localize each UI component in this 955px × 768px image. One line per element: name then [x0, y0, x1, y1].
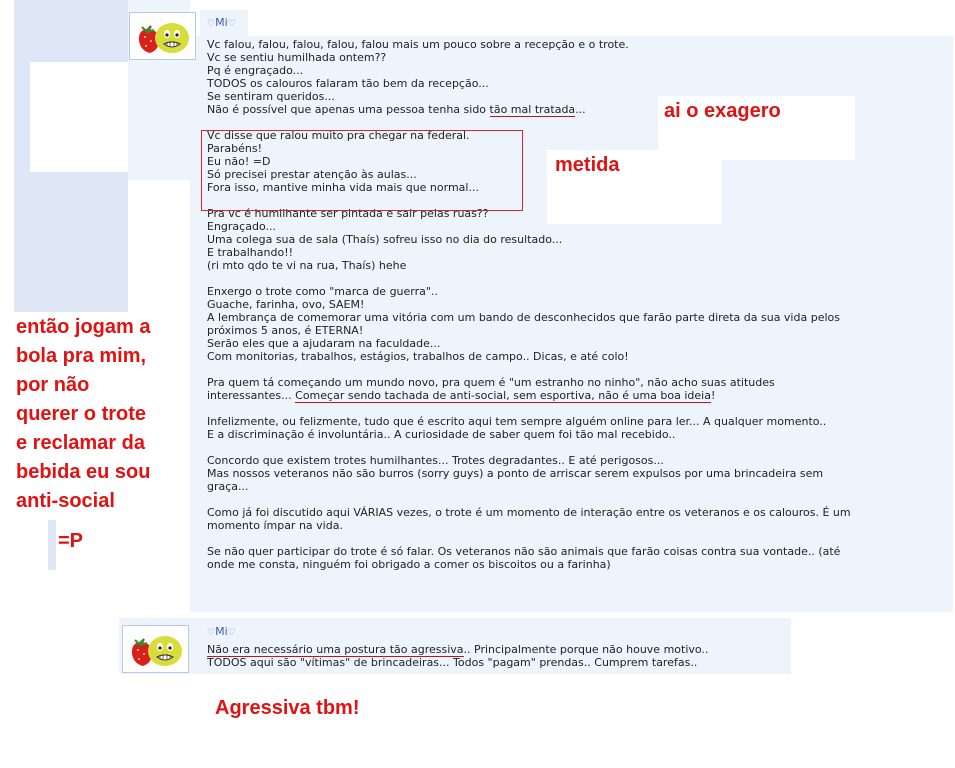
post1-line: Enxergo o trote como "marca de guerra"..: [207, 285, 438, 298]
post1-line: (ri mto qdo te vi na rua, Thaís) hehe: [207, 259, 407, 272]
annotation-antisocial-line: anti-social: [16, 490, 115, 512]
post1-line: Pra quem tá começando um mundo novo, pra quem é "um estranho no ninho", não acho suas atitudes: [207, 376, 775, 389]
boxed-line: Só precisei prestar atenção às aulas...: [207, 168, 417, 181]
heart-icon: ♡: [227, 628, 236, 638]
annotation-tongue: =P: [58, 530, 84, 552]
post2-line: Não era necessário uma postura tão agressiva.. Principalmente porque não houve motivo..: [207, 643, 709, 656]
annotation-antisocial-line: e reclamar da: [16, 432, 145, 454]
annotation-antisocial-line: querer o trote: [16, 403, 147, 425]
heart-icon: ♡: [207, 628, 216, 638]
post1-line: onde me consta, ninguém foi obrigado a comer os biscoitos ou a farinha): [207, 558, 611, 571]
underlined-phrase-mal-tratada: tão mal tratada: [489, 103, 576, 116]
underlined-phrase-agressiva: Não era necessário uma postura tão agressiva: [207, 643, 464, 656]
post1-line: Vc falou, falou, falou, falou, falou mais um pouco sobre a recepção e o trote.: [207, 38, 629, 51]
post1-line: A lembrança de comemorar uma vitória com um bando de desconhecidos que farão parte direta da sua vida pelos: [207, 311, 840, 324]
boxed-line: Vc disse que ralou muito pra chegar na federal.: [207, 129, 470, 142]
post1-line: Vc se sentiu humilhada ontem??: [207, 51, 387, 64]
annotation-antisocial-line: por não: [16, 374, 90, 396]
strawberry-lemon-icon: [132, 15, 192, 57]
post1-line: momento ímpar na vida.: [207, 519, 343, 532]
post1-line: graça...: [207, 480, 249, 493]
annotation-exagero: ai o exagero: [664, 100, 781, 122]
post2-author[interactable]: ♡Mi♡: [207, 625, 236, 638]
underlined-phrase-anti-social: Começar sendo tachada de anti-social, sem esportiva, não é uma boa ideia: [295, 389, 711, 402]
post1-avatar[interactable]: [129, 12, 196, 60]
boxed-line: Fora isso, mantive minha vida mais que normal...: [207, 181, 479, 194]
annotation-metida: metida: [555, 154, 620, 176]
highlight-box: [201, 130, 523, 211]
post1-line: Guache, farinha, ovo, SAEM!: [207, 298, 365, 311]
left-white-patch: [30, 62, 130, 172]
annotation-blue-notch: [48, 520, 56, 570]
post1-line: Como já foi discutido aqui VÁRIAS vezes, o trote é um momento de interação entre os veteranos e os calouros. É um: [207, 506, 851, 519]
post1-line: Mas nossos veteranos não são burros (sorry guys) a ponto de arriscar serem expulsos por uma brincadeira sem: [207, 467, 824, 480]
annotation-antisocial-line: bebida eu sou: [16, 461, 151, 483]
boxed-line: Eu não! =D: [207, 155, 271, 168]
post1-author[interactable]: ♡Mi♡: [207, 16, 236, 29]
post1-line: Se não quer participar do trote é só falar. Os veteranos não são animais que farão coisas contra sua vontade.. (até: [207, 545, 841, 558]
heart-icon: ♡: [227, 19, 236, 29]
post1-line: Serão eles que a ajudaram na faculdade...: [207, 337, 441, 350]
post1-line: Infelizmente, ou felizmente, tudo que é escrito aqui tem sempre alguém online para ler... A qualquer momento..: [207, 415, 827, 428]
boxed-line: Parabéns!: [207, 142, 263, 155]
heart-icon: ♡: [207, 19, 216, 29]
post1-line: TODOS os calouros falaram tão bem da recepção...: [207, 77, 489, 90]
post1-line: Não é possível que apenas uma pessoa tenha sido tão mal tratada...: [207, 103, 586, 116]
post1-line: Com monitorias, trabalhos, estágios, trabalhos de campo.. Dicas, e até colo!: [207, 350, 629, 363]
post1-line: Pra vc é humilhante ser pintada e sair pelas ruas??: [207, 207, 489, 220]
post1-line: próximos 5 anos, é ETERNA!: [207, 324, 364, 337]
annotation-agressiva: Agressiva tbm!: [215, 697, 360, 719]
annotation-antisocial-line: então jogam a: [16, 316, 151, 338]
post1-line: Uma colega sua de sala (Thaís) sofreu isso no dia do resultado...: [207, 233, 563, 246]
post1-line: E trabalhando!!: [207, 246, 294, 259]
annotation-antisocial: [16, 313, 150, 516]
post1-line: E a discriminação é involuntária.. A curiosidade de saber quem foi tão mal recebido..: [207, 428, 676, 441]
post1-line: interessantes... Começar sendo tachada de anti-social, sem esportiva, não é uma boa ideia!: [207, 389, 716, 402]
post1-line: Engraçado...: [207, 220, 276, 233]
strawberry-lemon-icon: [125, 628, 185, 670]
post2-body: [207, 643, 708, 669]
post1-line: Concordo que existem trotes humilhantes... Trotes degradantes.. E até perigosos...: [207, 454, 664, 467]
annotation-antisocial-line: bola pra mim,: [16, 345, 147, 367]
post1-line: Pq é engraçado...: [207, 64, 304, 77]
post2-avatar[interactable]: [122, 625, 189, 673]
post2-line: TODOS aqui são "vítimas" de brincadeiras... Todos "pagam" prendas.. Cumprem tarefas..: [207, 656, 698, 669]
post1-line: Se sentiram queridos...: [207, 90, 335, 103]
